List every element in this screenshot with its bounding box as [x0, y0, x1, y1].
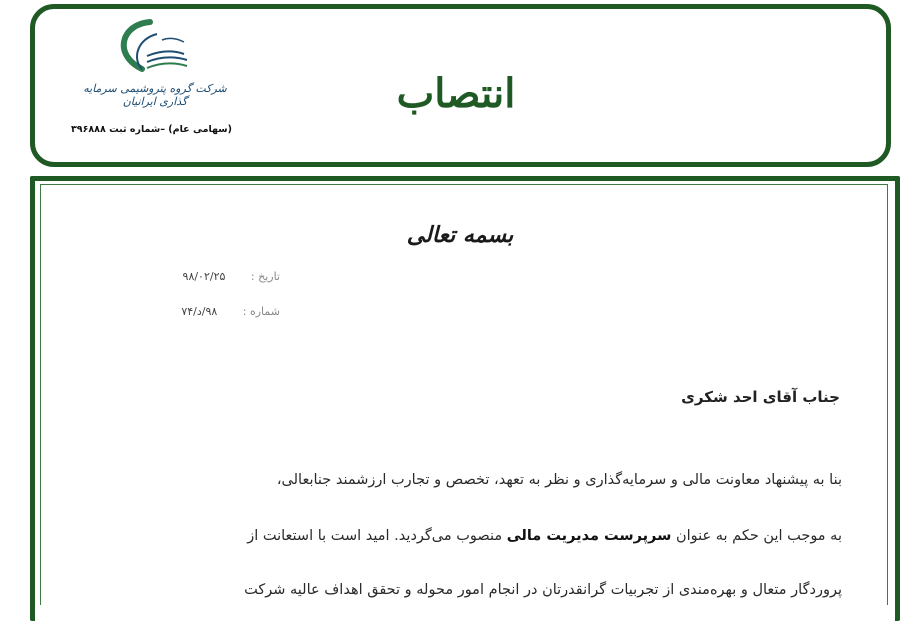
date-value: ۹۸/۰۲/۲۵	[182, 270, 226, 283]
company-logo-icon	[102, 14, 202, 84]
body-paragraph-line-3: پروردگار متعال و بهره‌مندی از تجربیات گرانقدرتان در انجام امور محوله و تحقق اهداف عالیه شرکت	[244, 582, 842, 598]
letter-number	[130, 305, 280, 318]
company-logo	[70, 14, 232, 136]
number-value: ۹۸/د/۷۴	[181, 305, 218, 318]
invocation-heading: بسمه تعالی	[406, 222, 514, 248]
date-label: تاریخ :	[250, 270, 280, 283]
letter-date	[130, 270, 280, 283]
body-paragraph-line-2	[247, 528, 842, 544]
line2-pre: به موجب این حکم به عنوان	[671, 528, 842, 544]
body-paragraph-line-1: بنا به پیشنهاد معاونت مالی و سرمایه‌گذاری و نظر به تعهد، تخصص و تجارب ارزشمند جنابعالی،	[276, 472, 842, 488]
number-label: شماره :	[242, 305, 280, 318]
company-registration: (سهامی عام) –شماره ثبت ۳۹۶۸۸۸	[70, 124, 232, 135]
recipient-salutation: جناب آقای احد شکری	[681, 388, 840, 406]
document-title: انتصاب	[396, 70, 516, 117]
line2-post: منصوب می‌گردید. امید است با استعانت از	[247, 528, 507, 544]
company-name: شرکت گروه پتروشیمی سرمایه گذاری ایرانیان	[83, 82, 227, 108]
appointed-position: سرپرست مدیریت مالی	[506, 528, 672, 544]
